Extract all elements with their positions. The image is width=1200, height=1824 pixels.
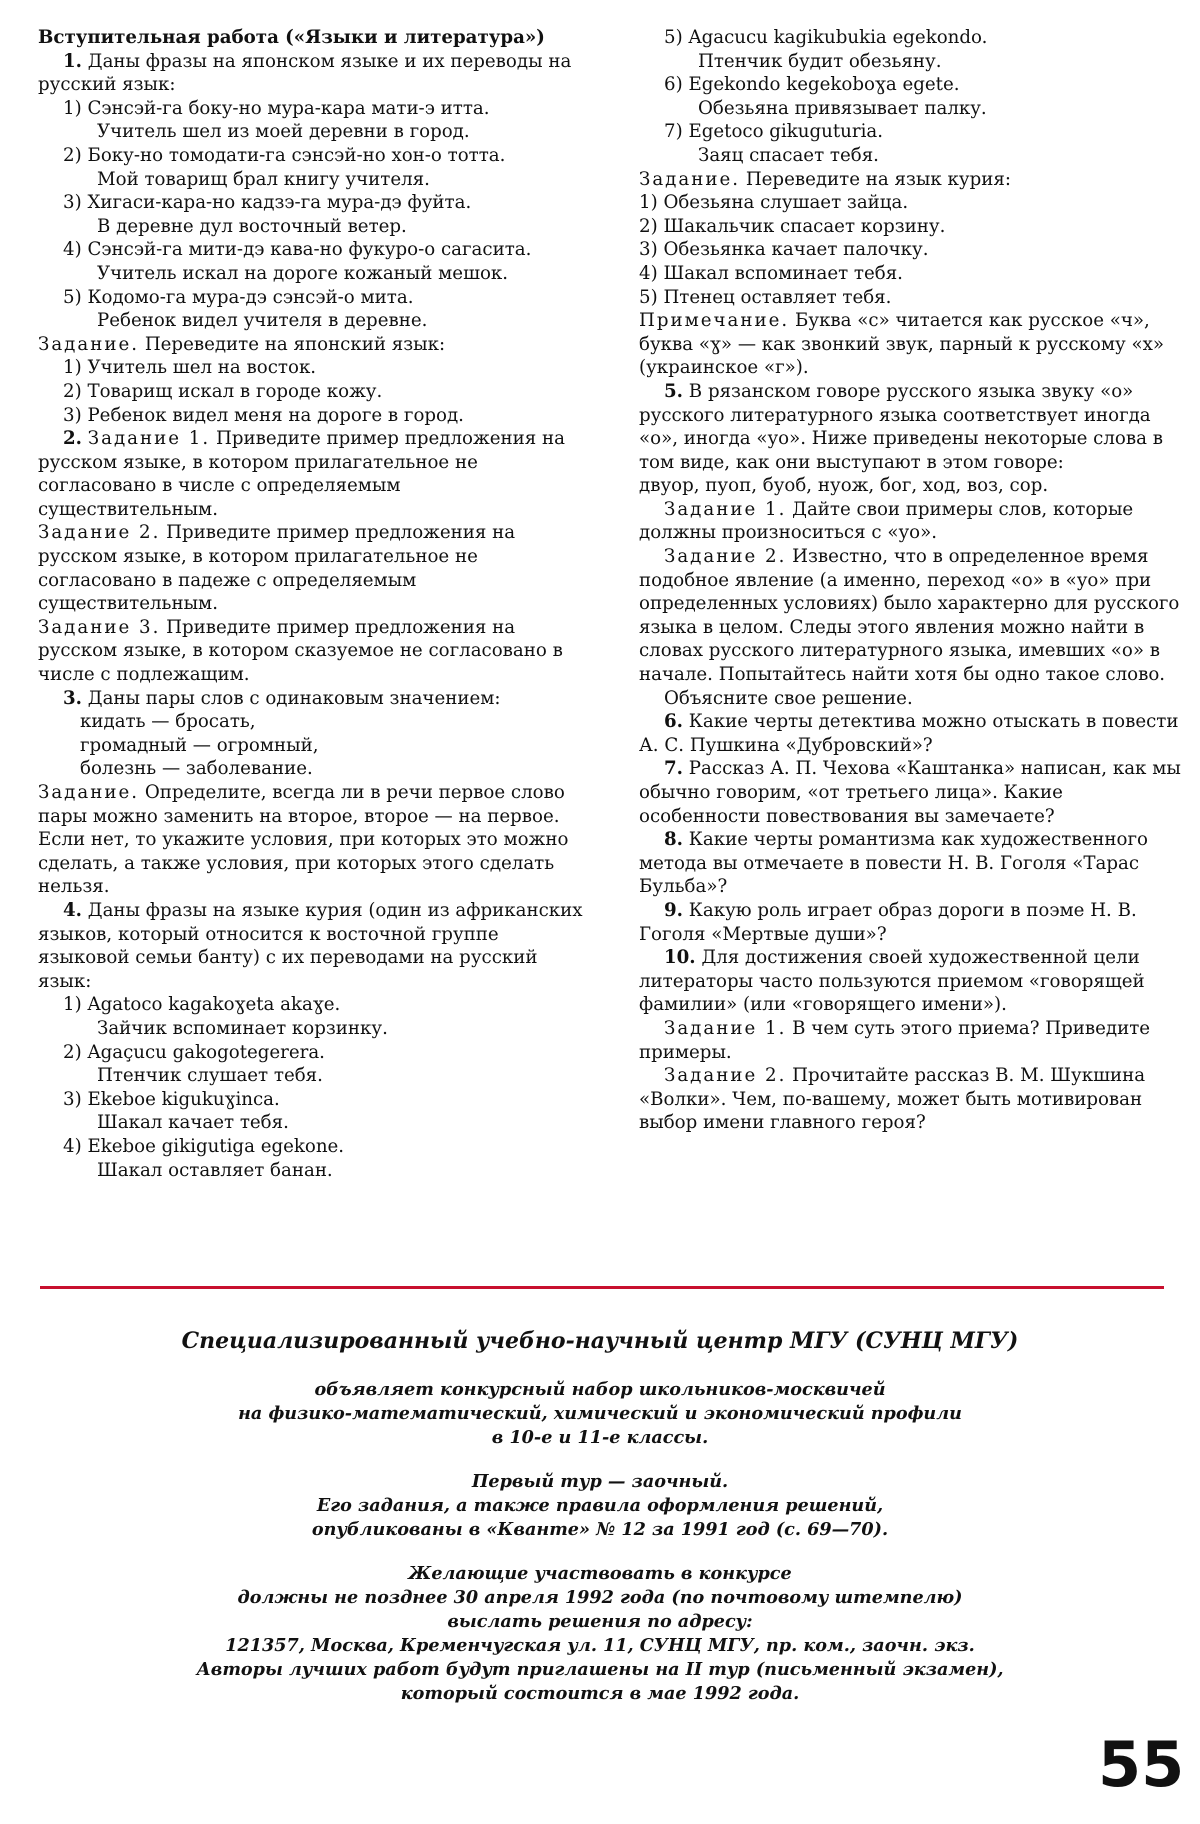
q3-pair-1: кидать — бросать,	[80, 711, 256, 733]
announcement-paragraph-1	[60, 1378, 1140, 1450]
question-3-intro: 3. Даны пары слов с одинаковым значением:	[63, 687, 501, 709]
q4-task: Задание. Переведите на язык курия:	[639, 168, 1011, 190]
q4-item-5-kuria: 5) Agacucu kagikubukia egekondo.	[664, 27, 988, 48]
q4-item-3-kuria: 3) Ekeboe kigukuɣinca.	[63, 1088, 280, 1110]
q3-pair-2: громадный — огромный,	[80, 734, 319, 756]
question-6: 6. Какие черты детектива можно отыскать в повести А. С. Пушкина «Дубровский»?	[639, 711, 1179, 756]
q1-item-5-ru: Ребенок видел учителя в деревне.	[97, 310, 428, 332]
question-2-task-2: Задание 2. Приведите пример предложения на русском языке, в котором прилагательное не согласовано в падеже с определяемым существительным.	[38, 522, 516, 615]
q10-task-2: Задание 2. Прочитайте рассказ В. М. Шукшина «Волки». Чем, по-вашему, может быть мотивирован выбор имени главного героя?	[639, 1065, 1146, 1134]
q4-task-item-1: 1) Обезьяна слушает зайца.	[639, 192, 909, 214]
announcement-line: 121357, Москва, Кременчугская ул. 11, СУНЦ МГУ, пр. ком., заочн. экз.	[225, 1635, 975, 1656]
announcement-line: должны не позднее 30 апреля 1992 года (по почтовому штемпелю)	[237, 1587, 963, 1608]
question-10: 10. Для достижения своей художественной цели литераторы часто пользуются приемом «говорящей фамилии» (или «говорящего имени»).	[639, 947, 1145, 1016]
q4-item-6-kuria: 6) Egekondo kegekoboɣa egete.	[664, 74, 960, 96]
q5-task-2: Задание 2. Известно, что в определенное время подобное явление (а именно, переход «о» в «уо» при определенных условиях) было характерно для русского языка в целом. Следы этого явления можно найти в словах русского литературного языка, имевших «о» в начале. Попытайтесь найти хотя бы одно такое слово.	[639, 546, 1180, 686]
q4-item-4-kuria: 4) Ekeboe gikigutiga egekone.	[63, 1135, 345, 1157]
q4-task-item-4: 4) Шакал вспоминает тебя.	[639, 262, 903, 284]
q1-item-2-jp: 2) Боку-но томодати-га сэнсэй-но хон-о тотта.	[63, 144, 506, 166]
question-1-intro: 1. Даны фразы на японском языке и их переводы на русский язык:	[38, 50, 572, 96]
announcement-paragraph-2	[60, 1470, 1140, 1542]
q5-task-2-extra: Объясните свое решение.	[664, 687, 913, 709]
announcement-line: который состоится в мае 1992 года.	[400, 1683, 800, 1704]
q1-item-3-ru: В деревне дул восточный ветер.	[97, 215, 407, 237]
right-column	[639, 26, 1184, 1135]
q3-pair-3: болезнь — заболевание.	[80, 758, 313, 780]
q1-task: Задание. Переведите на японский язык:	[38, 333, 446, 355]
q1-item-4-jp: 4) Сэнсэй-га мити-дэ кава-но фукуро-о сагасита.	[63, 239, 532, 261]
q5-words: двуор, пуоп, буоб, нуож, бог, ход, воз, сор.	[639, 475, 1049, 497]
section-heading: Вступительная работа («Языки и литература»)	[38, 27, 545, 48]
announcement-line: Первый тур — заочный.	[471, 1471, 729, 1492]
announcement-line: Желающие участвовать в конкурсе	[408, 1563, 792, 1584]
question-2-task-1: 2. Задание 1. Приведите пример предложения на русском языке, в котором прилагательное не согласовано в числе с определяемым существительным.	[38, 428, 565, 520]
announcement-line: выслать решения по адресу:	[447, 1611, 753, 1632]
announcement-block	[60, 1326, 1140, 1726]
q1-item-4-ru: Учитель искал на дороге кожаный мешок.	[97, 262, 509, 284]
q1-task-item-2: 2) Товарищ искал в городе кожу.	[63, 380, 383, 402]
q1-task-item-1: 1) Учитель шел на восток.	[63, 357, 317, 379]
q4-note: Примечание. Буква «с» читается как русское «ч», буква «ɣ» — как звонкий звук, парный к русскому «х» (украинское «г»).	[639, 310, 1164, 379]
q4-item-3-ru: Шакал качает тебя.	[97, 1112, 289, 1134]
q4-item-2-ru: Птенчик слушает тебя.	[97, 1065, 323, 1087]
q1-item-2-ru: Мой товарищ брал книгу учителя.	[97, 168, 430, 190]
q4-item-7-ru: Заяц спасает тебя.	[698, 144, 879, 166]
q1-task-item-3: 3) Ребенок видел меня на дороге в город.	[63, 404, 464, 426]
q1-item-3-jp: 3) Хигаси-кара-но кадзэ-га мура-дэ фуйта.	[63, 192, 472, 214]
q3-task: Задание. Определите, всегда ли в речи первое слово пары можно заменить на второе, второе — на первое. Если нет, то укажите условия, при которых это можно сделать, а также условия, при которых этого сделать нельзя.	[38, 782, 569, 898]
q4-item-4-ru: Шакал оставляет банан.	[97, 1159, 333, 1181]
q4-task-item-3: 3) Обезьянка качает палочку.	[639, 239, 929, 261]
q10-task-1: Задание 1. В чем суть этого приема? Приведите примеры.	[639, 1017, 1151, 1063]
question-8: 8. Какие черты романтизма как художественного метода вы отмечаете в повести Н. В. Гоголя «Тарас Бульба»?	[639, 829, 1148, 898]
q4-item-6-ru: Обезьяна привязывает палку.	[698, 97, 987, 119]
q4-task-item-5: 5) Птенец оставляет тебя.	[639, 286, 892, 308]
question-5-intro: 5. В рязанском говоре русского языка звуку «о» русского литературного языка соответствует иногда «о», иногда «уо». Ниже приведены некоторые слова в том виде, как они выступают в этом говоре:	[639, 380, 1163, 473]
q4-item-1-ru: Зайчик вспоминает корзинку.	[97, 1017, 388, 1039]
announcement-line: Его задания, а также правила оформления решений,	[316, 1495, 884, 1516]
announcement-line: в 10-е и 11-е классы.	[491, 1427, 709, 1448]
q5-task-1: Задание 1. Дайте свои примеры слов, которые должны произноситься с «уо».	[639, 498, 1134, 544]
announcement-line: на физико-математический, химический и экономический профили	[238, 1403, 962, 1424]
q4-item-5-ru: Птенчик будит обезьяну.	[698, 50, 942, 72]
q1-item-1-ru: Учитель шел из моей деревни в город.	[97, 121, 470, 143]
q4-item-2-kuria: 2) Agaçucu gakogotegerera.	[63, 1041, 325, 1063]
announcement-paragraph-3	[60, 1562, 1140, 1706]
announcement-line: объявляет конкурсный набор школьников-москвичей	[314, 1379, 886, 1400]
question-7: 7. Рассказ А. П. Чехова «Каштанка» написан, как мы обычно говорим, «от третьего лица». Какие особенности повествования вы замечаете?	[639, 758, 1181, 827]
q4-item-1-kuria: 1) Agatoco kagakoɣeta akaɣe.	[63, 994, 341, 1016]
q1-item-5-jp: 5) Кодомо-га мура-дэ сэнсэй-о мита.	[63, 286, 414, 308]
red-divider-line	[40, 1286, 1164, 1289]
q4-task-item-2: 2) Шакальчик спасает корзину.	[639, 215, 946, 237]
q4-item-7-kuria: 7) Egetoco gikuguturia.	[664, 121, 884, 143]
question-2-task-3: Задание 3. Приведите пример предложения на русском языке, в котором сказуемое не согласовано в числе с подлежащим.	[38, 616, 563, 686]
q1-item-1-jp: 1) Сэнсэй-га боку-но мура-кара мати-э итта.	[63, 97, 490, 119]
announcement-line: Авторы лучших работ будут приглашены на II тур (письменный экзамен),	[196, 1659, 1004, 1680]
page-number: 55	[1098, 1728, 1185, 1801]
question-9: 9. Какую роль играет образ дороги в поэме Н. В. Гоголя «Мертвые души»?	[639, 899, 1137, 945]
question-4-intro: 4. Даны фразы на языке курия (один из африканских языков, который относится к восточной группе языковой семьи банту) с их переводами на русский язык:	[38, 899, 583, 992]
announcement-line: опубликованы в «Кванте» № 12 за 1991 год (с. 69—70).	[311, 1519, 889, 1540]
left-column	[38, 26, 583, 1182]
announcement-title: Специализированный учебно-научный центр МГУ (СУНЦ МГУ)	[181, 1328, 1019, 1354]
